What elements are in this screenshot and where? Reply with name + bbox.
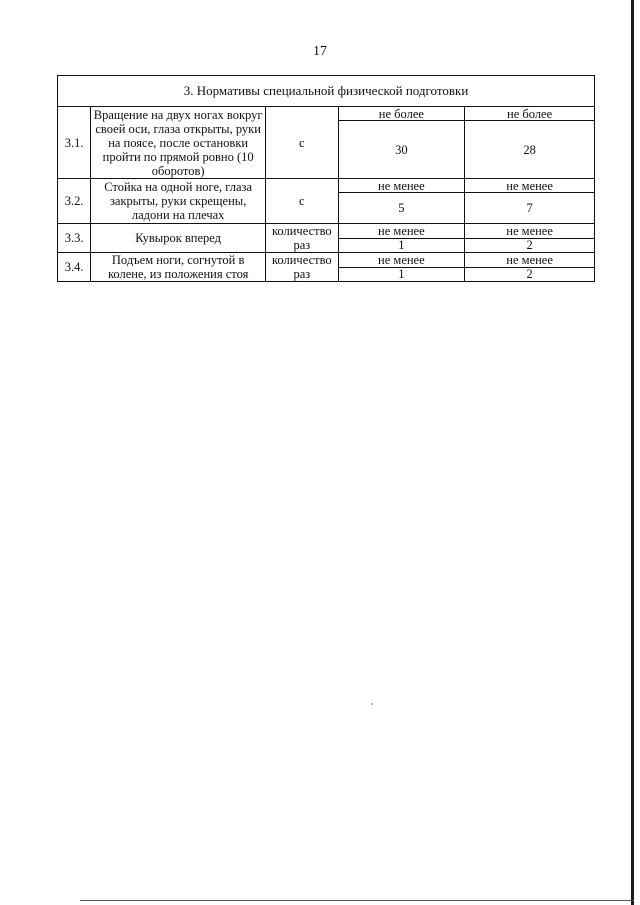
value-cell: 28 xyxy=(465,121,595,179)
row-number: 3.4. xyxy=(58,253,91,282)
exercise-name: Подъем ноги, согнутой в колене, из положения стоя xyxy=(91,253,266,282)
exercise-name: Вращение на двух ногах вокруг своей оси, глаза открыты, руки на поясе, после остановки пройти по прямой ровно (10 оборотов) xyxy=(91,107,266,179)
page-number: 17 xyxy=(313,44,327,59)
scan-bottom-edge xyxy=(80,900,634,901)
unit: с xyxy=(266,179,338,224)
value-cell: 5 xyxy=(338,193,465,224)
table-row xyxy=(58,224,595,239)
unit: с xyxy=(266,107,338,179)
scan-speck xyxy=(371,703,373,705)
value-cell: 2 xyxy=(465,267,595,282)
qualifier-cell: не более xyxy=(338,107,465,121)
value-cell: 7 xyxy=(465,193,595,224)
value-cell: 2 xyxy=(465,238,595,253)
value-cell: 30 xyxy=(338,121,465,179)
unit: количество раз xyxy=(266,253,338,282)
qualifier-cell: не менее xyxy=(338,253,465,268)
exercise-name: Кувырок вперед xyxy=(91,224,266,253)
qualifier-cell: не менее xyxy=(465,253,595,268)
qualifier-cell: не менее xyxy=(465,224,595,239)
qualifier-cell: не менее xyxy=(465,179,595,193)
row-number: 3.3. xyxy=(58,224,91,253)
row-number: 3.1. xyxy=(58,107,91,179)
norms-table xyxy=(57,75,595,282)
row-number: 3.2. xyxy=(58,179,91,224)
value-cell: 1 xyxy=(338,238,465,253)
table-row xyxy=(58,179,595,193)
qualifier-cell: не менее xyxy=(338,224,465,239)
table-title-row xyxy=(58,76,595,107)
qualifier-cell: не менее xyxy=(338,179,465,193)
exercise-name: Стойка на одной ноге, глаза закрыты, руки скрещены, ладони на плечах xyxy=(91,179,266,224)
value-cell: 1 xyxy=(338,267,465,282)
table-row xyxy=(58,253,595,268)
unit: количество раз xyxy=(266,224,338,253)
section-title: 3. Нормативы специальной физической подготовки xyxy=(58,76,595,107)
scan-page-edge xyxy=(631,0,634,905)
qualifier-cell: не более xyxy=(465,107,595,121)
table-row xyxy=(58,107,595,121)
